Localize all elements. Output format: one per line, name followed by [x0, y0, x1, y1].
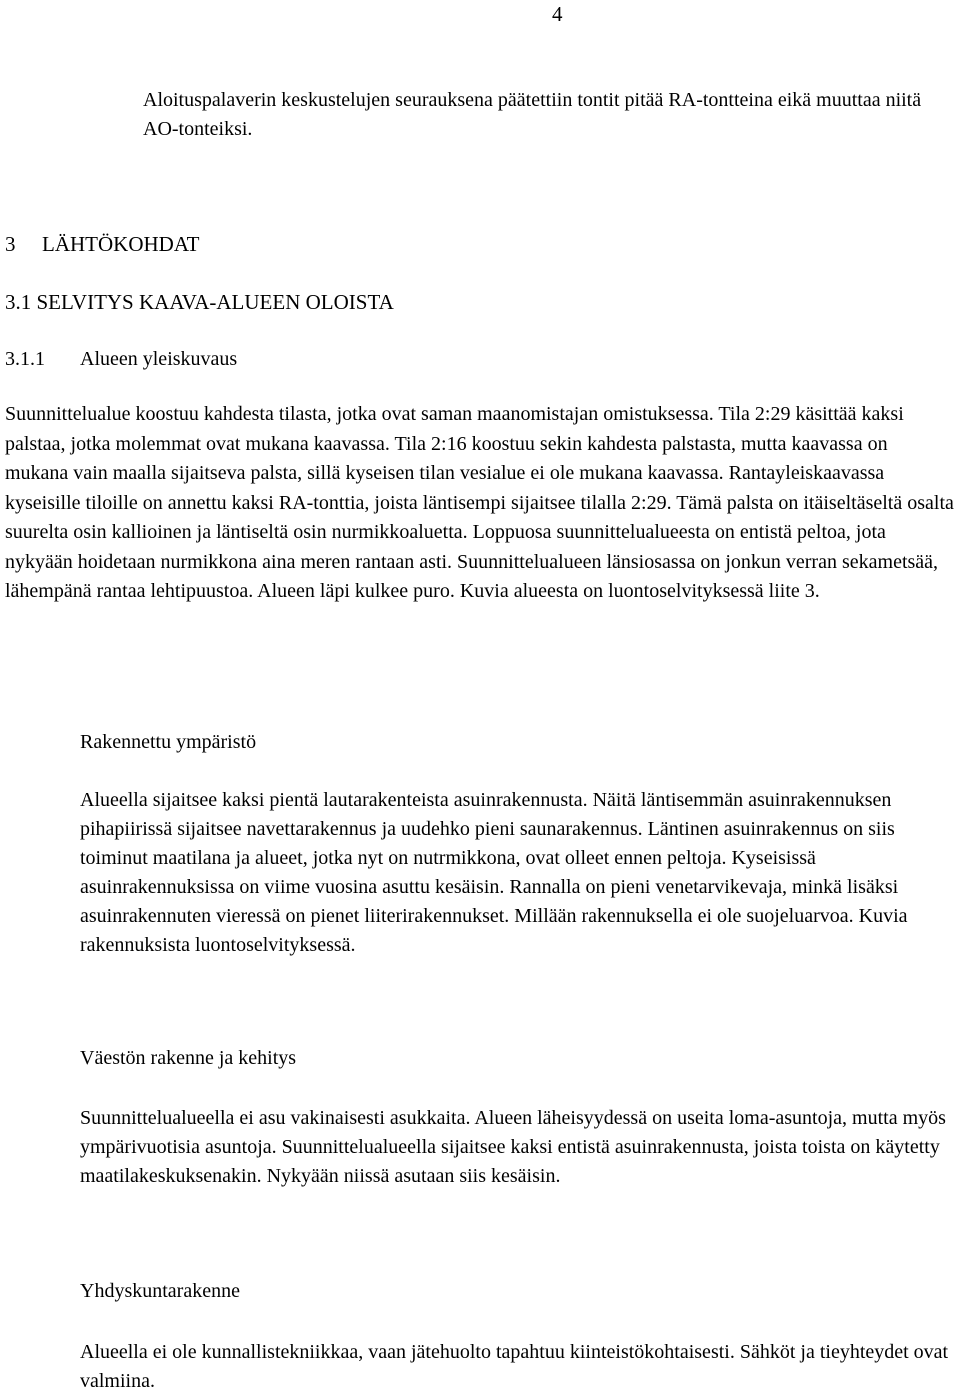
subsubsection-number: 3.1.1: [5, 348, 45, 370]
community-structure-title: Yhdyskuntarakenne: [80, 1280, 240, 1302]
population-title: Väestön rakenne ja kehitys: [80, 1047, 297, 1069]
overview-paragraph: Suunnittelualue koostuu kahdesta tilasta, jotka ovat saman maanomistajan omistuksessa. Tila 2:29 käsittää kaksi palstaa, jotka molemmat ovat mukana kaavassa. Tila 2:16 koostuu sekin kahdesta palstasta, mutta kaavassa on mukana vain maalla sijaitseva palsta, sillä kyseisen tilan vesialue ei ole mukana kaavassa. Rantayleiskaavassa kyseisille tiloille on annettu kaksi RA-tonttia, joista läntisempi sijaitsee tilalla 2:29. Tämä palsta on itäiseltäseltä osalta suurelta osin kallioinen ja läntiseltä osin nurmikkoaluetta. Loppuosa suunnittelualueesta on entistä peltoa, jota nykyään hoidetaan nurmikkona aina meren rantaan asti. Suunnittelualueen länsiosassa on jonkun verran sekametsää, lähempänä rantaa lehtipuustoa. Alueen läpi kulkee puro. Kuvia alueesta on luontoselvityksessä liite 3.: [5, 403, 954, 602]
population-paragraph: Suunnittelualueella ei asu vakinaisesti asukkaita. Alueen läheisyydessä on useita loma-asuntoja, mutta myös ympärivuotisia asuntoja. Suunnittelualueella sijaitsee kaksi entistä asuinrakennusta, joista toista on käytetty maatilakeskuksenakin. Nykyään niissä asutaan siis kesäisin.: [80, 1107, 946, 1187]
subsection-heading: 3.1 SELVITYS KAAVA-ALUEEN OLOISTA: [5, 290, 394, 314]
built-environment-paragraph: Alueella sijaitsee kaksi pientä lautarakenteista asuinrakennusta. Näitä läntisemmän asuinrakennuksen pihapiirissä sijaitsee navettarakennus ja uudehko pieni saunarakennus. Läntinen asuinrakennus on siis toiminut maatilana ja alueet, jotka nyt on nutrmikkona, ovat olleet ennen peltoja. Kyseisissä asuinrakennuksissa on viime vuosina asuttu kesäisin. Rannalla on pieni venetarvikevaja, minkä lisäksi asuinrakennuten vieressä on pienet liiterirakennukset. Millään rakennuksella ei ole suojeluarvoa. Kuvia rakennuksista luontoselvityksessä.: [80, 789, 908, 956]
built-environment-title: Rakennettu ympäristö: [80, 731, 257, 753]
intro-paragraph: Aloituspalaverin keskustelujen seurauksena päätettiin tontit pitää RA-tontteina eikä muuttaa niitä AO-tonteiksi.: [143, 89, 922, 140]
subsubsection-title: Alueen yleiskuvaus: [80, 348, 238, 370]
page-number: 4: [552, 2, 563, 26]
subsubsection-heading: [5, 348, 237, 371]
section-title: LÄHTÖKOHDAT: [42, 232, 200, 256]
section-heading: [5, 232, 199, 257]
community-structure-paragraph: Alueella ei ole kunnallistekniikkaa, vaan jätehuolto tapahtuu kiinteistökohtaisesti. Sähköt ja tieyhteydet ovat valmiina.: [80, 1341, 949, 1392]
section-number: 3: [5, 232, 16, 256]
